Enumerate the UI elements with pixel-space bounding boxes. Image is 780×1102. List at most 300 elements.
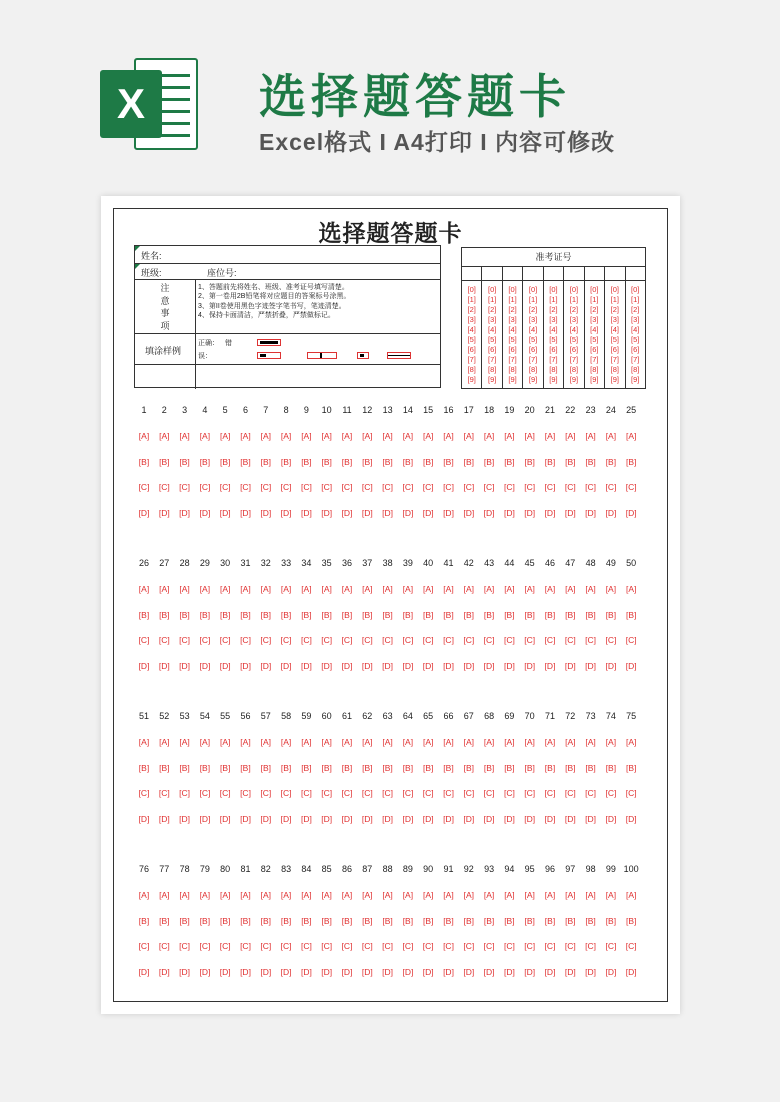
exam-id-digit-bubble[interactable]: [5] — [508, 335, 517, 344]
answer-option-bubble[interactable]: [A] — [463, 584, 474, 594]
answer-option-bubble[interactable]: [A] — [524, 737, 535, 747]
answer-option-bubble[interactable]: [D] — [260, 507, 272, 518]
answer-option-bubble[interactable]: [A] — [280, 431, 292, 441]
answer-option-bubble[interactable]: [D] — [463, 966, 475, 977]
answer-option-bubble[interactable]: [C] — [260, 635, 272, 645]
exam-id-digit-bubble[interactable]: [7] — [549, 355, 558, 364]
answer-option-bubble[interactable]: [B] — [463, 762, 474, 773]
answer-option-bubble[interactable]: [B] — [483, 762, 495, 773]
answer-option-bubble[interactable]: [D] — [585, 966, 597, 977]
answer-option-bubble[interactable]: [A] — [463, 431, 474, 441]
answer-option-bubble[interactable]: [C] — [179, 788, 191, 798]
answer-option-bubble[interactable]: [D] — [219, 966, 231, 977]
answer-option-bubble[interactable]: [D] — [564, 966, 576, 977]
answer-option-bubble[interactable]: [A] — [240, 890, 251, 900]
exam-id-digit-bubble[interactable]: [8] — [508, 365, 517, 374]
answer-option-bubble[interactable]: [B] — [219, 456, 231, 467]
exam-id-digit-input[interactable] — [503, 267, 522, 281]
answer-option-bubble[interactable]: [D] — [402, 966, 414, 977]
answer-option-bubble[interactable]: [A] — [199, 431, 211, 441]
answer-option-bubble[interactable]: [D] — [361, 813, 373, 824]
answer-option-bubble[interactable]: [C] — [260, 941, 272, 951]
answer-option-bubble[interactable]: [A] — [219, 890, 231, 900]
exam-id-digit-bubble[interactable]: [1] — [569, 295, 579, 304]
answer-option-bubble[interactable]: [C] — [138, 482, 150, 492]
answer-option-bubble[interactable]: [A] — [260, 890, 271, 900]
answer-option-bubble[interactable]: [D] — [179, 660, 191, 671]
answer-option-bubble[interactable]: [B] — [321, 915, 332, 926]
exam-id-digit-bubble[interactable]: [6] — [467, 345, 476, 354]
answer-option-bubble[interactable]: [C] — [300, 941, 312, 951]
answer-option-bubble[interactable]: [B] — [443, 609, 454, 620]
answer-option-bubble[interactable]: [A] — [138, 737, 150, 747]
answer-option-bubble[interactable]: [C] — [503, 788, 515, 798]
answer-option-bubble[interactable]: [B] — [301, 609, 312, 620]
answer-option-bubble[interactable]: [B] — [565, 609, 576, 620]
answer-option-bubble[interactable]: [C] — [341, 482, 353, 492]
exam-id-digit-bubble[interactable]: [7] — [569, 355, 579, 364]
name-row[interactable] — [135, 246, 440, 264]
exam-id-digit-bubble[interactable]: [2] — [508, 305, 517, 314]
exam-id-digit-bubble[interactable]: [6] — [631, 345, 640, 354]
answer-option-bubble[interactable]: [B] — [544, 456, 556, 467]
answer-option-bubble[interactable]: [D] — [158, 813, 170, 824]
exam-id-digit-bubble[interactable]: [0] — [549, 285, 558, 294]
answer-option-bubble[interactable]: [D] — [585, 813, 597, 824]
answer-option-bubble[interactable]: [B] — [422, 762, 434, 773]
answer-option-bubble[interactable]: [A] — [524, 431, 535, 441]
exam-id-digit-bubble[interactable]: [3] — [508, 315, 517, 324]
answer-option-bubble[interactable]: [D] — [138, 507, 150, 518]
answer-option-bubble[interactable]: [D] — [544, 660, 556, 671]
answer-option-bubble[interactable]: [D] — [158, 660, 170, 671]
answer-option-bubble[interactable]: [D] — [422, 813, 434, 824]
answer-option-bubble[interactable]: [C] — [503, 635, 515, 645]
answer-option-bubble[interactable]: [B] — [159, 915, 170, 926]
answer-option-bubble[interactable]: [B] — [422, 915, 434, 926]
answer-option-bubble[interactable]: [B] — [585, 762, 596, 773]
exam-id-digit-bubble[interactable]: [6] — [528, 345, 538, 354]
answer-option-bubble[interactable]: [B] — [382, 456, 393, 467]
answer-option-bubble[interactable]: [C] — [463, 482, 475, 492]
answer-option-bubble[interactable]: [B] — [138, 456, 150, 467]
answer-option-bubble[interactable]: [B] — [240, 456, 251, 467]
answer-option-bubble[interactable]: [C] — [483, 788, 495, 798]
answer-option-bubble[interactable]: [B] — [463, 456, 474, 467]
answer-option-bubble[interactable]: [B] — [138, 762, 150, 773]
answer-option-bubble[interactable]: [D] — [625, 660, 637, 671]
answer-option-bubble[interactable]: [C] — [625, 635, 637, 645]
exam-id-digit-bubble[interactable]: [4] — [508, 325, 517, 334]
answer-option-bubble[interactable]: [A] — [463, 737, 474, 747]
answer-option-bubble[interactable]: [C] — [260, 788, 272, 798]
answer-option-bubble[interactable]: [B] — [544, 609, 556, 620]
answer-option-bubble[interactable]: [C] — [280, 482, 292, 492]
answer-option-bubble[interactable]: [D] — [219, 507, 231, 518]
answer-option-bubble[interactable]: [B] — [159, 609, 170, 620]
answer-option-bubble[interactable]: [B] — [463, 609, 474, 620]
answer-option-bubble[interactable]: [A] — [402, 890, 414, 900]
exam-id-digit-bubble[interactable]: [2] — [528, 305, 538, 314]
answer-option-bubble[interactable]: [B] — [138, 609, 150, 620]
exam-id-digit-input[interactable] — [626, 267, 645, 281]
answer-option-bubble[interactable]: [C] — [524, 941, 536, 951]
answer-option-bubble[interactable]: [D] — [605, 507, 617, 518]
answer-option-bubble[interactable]: [A] — [321, 737, 332, 747]
exam-id-digit-bubble[interactable]: [7] — [528, 355, 538, 364]
answer-option-bubble[interactable]: [D] — [138, 813, 150, 824]
answer-option-bubble[interactable]: [C] — [158, 788, 170, 798]
answer-option-bubble[interactable]: [B] — [565, 762, 576, 773]
answer-option-bubble[interactable]: [B] — [625, 762, 637, 773]
answer-option-bubble[interactable]: [B] — [179, 609, 190, 620]
answer-option-bubble[interactable]: [C] — [138, 788, 150, 798]
answer-option-bubble[interactable]: [D] — [483, 660, 495, 671]
exam-id-digit-bubble[interactable]: [6] — [569, 345, 579, 354]
answer-option-bubble[interactable]: [C] — [240, 941, 251, 951]
answer-option-bubble[interactable]: [D] — [199, 660, 211, 671]
answer-option-bubble[interactable]: [D] — [321, 660, 333, 671]
answer-option-bubble[interactable]: [A] — [605, 431, 617, 441]
answer-option-bubble[interactable]: [A] — [138, 431, 150, 441]
exam-id-digit-bubble[interactable]: [8] — [631, 365, 640, 374]
exam-id-digit-bubble[interactable]: [4] — [487, 325, 497, 334]
answer-option-bubble[interactable]: [A] — [301, 431, 312, 441]
answer-option-bubble[interactable]: [A] — [565, 890, 576, 900]
answer-option-bubble[interactable]: [A] — [341, 737, 353, 747]
answer-option-bubble[interactable]: [B] — [422, 609, 434, 620]
exam-id-digit-bubble[interactable]: [5] — [631, 335, 640, 344]
answer-option-bubble[interactable]: [D] — [483, 507, 495, 518]
answer-option-bubble[interactable]: [D] — [402, 507, 414, 518]
answer-option-bubble[interactable]: [A] — [260, 584, 271, 594]
exam-id-digit-input[interactable] — [585, 267, 604, 281]
answer-option-bubble[interactable]: [C] — [544, 482, 556, 492]
answer-option-bubble[interactable]: [B] — [565, 456, 576, 467]
answer-option-bubble[interactable]: [C] — [300, 635, 312, 645]
answer-option-bubble[interactable]: [D] — [605, 660, 617, 671]
exam-id-digit-bubble[interactable]: [2] — [569, 305, 579, 314]
answer-option-bubble[interactable]: [C] — [219, 788, 231, 798]
answer-option-bubble[interactable]: [C] — [564, 788, 576, 798]
answer-option-bubble[interactable]: [C] — [321, 482, 333, 492]
answer-option-bubble[interactable]: [C] — [260, 482, 272, 492]
answer-option-bubble[interactable]: [A] — [159, 737, 170, 747]
answer-option-bubble[interactable]: [C] — [483, 941, 495, 951]
answer-option-bubble[interactable]: [A] — [240, 737, 251, 747]
answer-option-bubble[interactable]: [C] — [625, 482, 637, 492]
exam-id-digit-bubble[interactable]: [6] — [487, 345, 497, 354]
answer-option-bubble[interactable]: [C] — [422, 941, 434, 951]
answer-option-bubble[interactable]: [D] — [341, 966, 353, 977]
answer-option-bubble[interactable]: [A] — [362, 890, 373, 900]
answer-option-bubble[interactable]: [D] — [625, 507, 637, 518]
answer-option-bubble[interactable]: [D] — [341, 507, 353, 518]
exam-id-digit-bubble[interactable]: [4] — [528, 325, 538, 334]
exam-id-digit-input[interactable] — [544, 267, 563, 281]
answer-option-bubble[interactable]: [C] — [605, 635, 617, 645]
answer-option-bubble[interactable]: [A] — [382, 431, 393, 441]
answer-option-bubble[interactable]: [C] — [199, 941, 211, 951]
answer-option-bubble[interactable]: [A] — [159, 431, 170, 441]
answer-option-bubble[interactable]: [B] — [625, 456, 637, 467]
answer-option-bubble[interactable]: [A] — [280, 737, 292, 747]
answer-option-bubble[interactable]: [A] — [321, 431, 332, 441]
answer-option-bubble[interactable]: [A] — [443, 737, 454, 747]
answer-option-bubble[interactable]: [B] — [179, 915, 190, 926]
answer-option-bubble[interactable]: [C] — [199, 635, 211, 645]
answer-option-bubble[interactable]: [A] — [362, 737, 373, 747]
answer-option-bubble[interactable]: [D] — [260, 660, 272, 671]
answer-option-bubble[interactable]: [A] — [443, 431, 454, 441]
answer-option-bubble[interactable]: [B] — [199, 762, 211, 773]
answer-option-bubble[interactable]: [D] — [158, 966, 170, 977]
answer-option-bubble[interactable]: [A] — [362, 584, 373, 594]
answer-option-bubble[interactable]: [A] — [199, 584, 211, 594]
answer-option-bubble[interactable]: [B] — [280, 609, 292, 620]
answer-option-bubble[interactable]: [D] — [300, 966, 312, 977]
answer-option-bubble[interactable]: [C] — [503, 482, 515, 492]
answer-option-bubble[interactable]: [A] — [605, 584, 617, 594]
answer-option-bubble[interactable]: [B] — [179, 762, 190, 773]
answer-option-bubble[interactable]: [A] — [605, 890, 617, 900]
exam-id-digit-bubble[interactable]: [1] — [610, 295, 619, 304]
exam-id-digit-bubble[interactable]: [2] — [631, 305, 640, 314]
exam-id-digit-bubble[interactable]: [0] — [590, 285, 599, 294]
answer-option-bubble[interactable]: [B] — [544, 915, 556, 926]
answer-option-bubble[interactable]: [D] — [443, 966, 454, 977]
answer-option-bubble[interactable]: [D] — [341, 813, 353, 824]
answer-option-bubble[interactable]: [B] — [341, 456, 353, 467]
answer-option-bubble[interactable]: [A] — [240, 431, 251, 441]
exam-id-digit-bubble[interactable]: [1] — [528, 295, 538, 304]
answer-option-bubble[interactable]: [B] — [402, 609, 414, 620]
answer-option-bubble[interactable]: [C] — [422, 635, 434, 645]
answer-option-bubble[interactable]: [B] — [321, 762, 332, 773]
exam-id-digit-bubble[interactable]: [8] — [549, 365, 558, 374]
exam-id-digit-bubble[interactable]: [5] — [610, 335, 619, 344]
answer-option-bubble[interactable]: [C] — [240, 788, 251, 798]
answer-option-bubble[interactable]: [D] — [138, 660, 150, 671]
answer-option-bubble[interactable]: [C] — [138, 941, 150, 951]
answer-option-bubble[interactable]: [B] — [159, 456, 170, 467]
answer-option-bubble[interactable]: [D] — [443, 507, 454, 518]
answer-option-bubble[interactable]: [B] — [504, 915, 515, 926]
answer-option-bubble[interactable]: [D] — [503, 966, 515, 977]
answer-option-bubble[interactable]: [A] — [280, 890, 292, 900]
answer-option-bubble[interactable]: [D] — [260, 813, 272, 824]
exam-id-digit-bubble[interactable]: [2] — [467, 305, 476, 314]
answer-option-bubble[interactable]: [C] — [240, 635, 251, 645]
answer-option-bubble[interactable]: [A] — [544, 584, 556, 594]
answer-option-bubble[interactable]: [B] — [382, 762, 393, 773]
answer-option-bubble[interactable]: [A] — [625, 431, 637, 441]
answer-option-bubble[interactable]: [A] — [301, 584, 312, 594]
answer-option-bubble[interactable]: [C] — [503, 941, 515, 951]
answer-option-bubble[interactable]: [A] — [260, 737, 271, 747]
answer-option-bubble[interactable]: [C] — [605, 788, 617, 798]
answer-option-bubble[interactable]: [D] — [605, 813, 617, 824]
answer-option-bubble[interactable]: [B] — [463, 915, 474, 926]
exam-id-digit-bubble[interactable]: [3] — [487, 315, 497, 324]
answer-option-bubble[interactable]: [A] — [341, 431, 353, 441]
answer-option-bubble[interactable]: [A] — [422, 890, 434, 900]
exam-id-digit-bubble[interactable]: [5] — [549, 335, 558, 344]
answer-option-bubble[interactable]: [B] — [301, 456, 312, 467]
exam-id-digit-bubble[interactable]: [9] — [508, 375, 517, 384]
exam-id-digit-bubble[interactable]: [0] — [528, 285, 538, 294]
answer-option-bubble[interactable]: [C] — [463, 635, 475, 645]
answer-option-bubble[interactable]: [A] — [625, 890, 637, 900]
answer-option-bubble[interactable]: [A] — [504, 584, 515, 594]
answer-option-bubble[interactable]: [D] — [463, 660, 475, 671]
answer-option-bubble[interactable]: [D] — [179, 813, 191, 824]
answer-option-bubble[interactable]: [C] — [585, 941, 597, 951]
answer-option-bubble[interactable]: [D] — [503, 507, 515, 518]
answer-option-bubble[interactable]: [B] — [280, 762, 292, 773]
answer-option-bubble[interactable]: [D] — [382, 966, 394, 977]
answer-option-bubble[interactable]: [D] — [300, 813, 312, 824]
answer-option-bubble[interactable]: [A] — [159, 584, 170, 594]
exam-id-digit-bubble[interactable]: [8] — [610, 365, 619, 374]
exam-id-digit-bubble[interactable]: [1] — [631, 295, 640, 304]
answer-option-bubble[interactable]: [A] — [382, 737, 393, 747]
answer-option-bubble[interactable]: [C] — [341, 941, 353, 951]
answer-option-bubble[interactable]: [B] — [260, 456, 271, 467]
answer-option-bubble[interactable]: [C] — [280, 788, 292, 798]
exam-id-digit-input[interactable] — [564, 267, 583, 281]
answer-option-bubble[interactable]: [D] — [422, 507, 434, 518]
answer-option-bubble[interactable]: [A] — [544, 737, 556, 747]
answer-option-bubble[interactable]: [D] — [382, 813, 394, 824]
exam-id-digit-bubble[interactable]: [0] — [631, 285, 640, 294]
exam-id-digit-bubble[interactable]: [8] — [569, 365, 579, 374]
exam-id-digit-bubble[interactable]: [7] — [590, 355, 599, 364]
exam-id-digit-bubble[interactable]: [3] — [528, 315, 538, 324]
exam-id-digit-bubble[interactable]: [5] — [528, 335, 538, 344]
answer-option-bubble[interactable]: [A] — [544, 431, 556, 441]
exam-id-digit-bubble[interactable]: [2] — [610, 305, 619, 314]
answer-option-bubble[interactable]: [B] — [301, 915, 312, 926]
answer-option-bubble[interactable]: [A] — [565, 584, 576, 594]
answer-option-bubble[interactable]: [A] — [524, 584, 535, 594]
answer-option-bubble[interactable]: [C] — [361, 941, 373, 951]
answer-option-bubble[interactable]: [D] — [280, 507, 292, 518]
answer-option-bubble[interactable]: [A] — [321, 584, 332, 594]
exam-id-digit-bubble[interactable]: [6] — [549, 345, 558, 354]
answer-option-bubble[interactable]: [D] — [199, 966, 211, 977]
exam-id-digit-bubble[interactable]: [1] — [487, 295, 497, 304]
answer-option-bubble[interactable]: [D] — [443, 660, 454, 671]
exam-id-digit-bubble[interactable]: [8] — [528, 365, 538, 374]
exam-id-digit-bubble[interactable]: [8] — [590, 365, 599, 374]
answer-option-bubble[interactable]: [A] — [585, 890, 596, 900]
answer-option-bubble[interactable]: [D] — [300, 507, 312, 518]
answer-option-bubble[interactable]: [B] — [483, 915, 495, 926]
exam-id-digit-bubble[interactable]: [9] — [549, 375, 558, 384]
exam-id-digit-bubble[interactable]: [0] — [467, 285, 476, 294]
answer-option-bubble[interactable]: [C] — [138, 635, 150, 645]
answer-option-bubble[interactable]: [C] — [483, 635, 495, 645]
answer-option-bubble[interactable]: [D] — [321, 966, 333, 977]
answer-option-bubble[interactable]: [C] — [463, 788, 475, 798]
answer-option-bubble[interactable]: [C] — [483, 482, 495, 492]
answer-option-bubble[interactable]: [A] — [199, 890, 211, 900]
exam-id-digit-bubble[interactable]: [4] — [467, 325, 476, 334]
answer-option-bubble[interactable]: [B] — [605, 609, 617, 620]
exam-id-digit-input[interactable] — [523, 267, 542, 281]
answer-option-bubble[interactable]: [D] — [240, 660, 251, 671]
answer-option-bubble[interactable]: [D] — [463, 813, 475, 824]
answer-option-bubble[interactable]: [C] — [382, 482, 394, 492]
answer-option-bubble[interactable]: [B] — [382, 609, 393, 620]
answer-option-bubble[interactable]: [B] — [280, 915, 292, 926]
answer-option-bubble[interactable]: [D] — [260, 966, 272, 977]
answer-option-bubble[interactable]: [B] — [402, 915, 414, 926]
answer-option-bubble[interactable]: [B] — [443, 456, 454, 467]
answer-option-bubble[interactable]: [A] — [219, 584, 231, 594]
answer-option-bubble[interactable]: [D] — [564, 813, 576, 824]
exam-id-digit-bubble[interactable]: [0] — [508, 285, 517, 294]
answer-option-bubble[interactable]: [C] — [625, 941, 637, 951]
exam-id-digit-bubble[interactable]: [7] — [508, 355, 517, 364]
answer-option-bubble[interactable]: [A] — [504, 890, 515, 900]
answer-option-bubble[interactable]: [C] — [219, 635, 231, 645]
answer-option-bubble[interactable]: [D] — [524, 813, 536, 824]
answer-option-bubble[interactable]: [B] — [362, 609, 373, 620]
answer-option-bubble[interactable]: [D] — [544, 813, 556, 824]
answer-option-bubble[interactable]: [D] — [321, 813, 333, 824]
answer-option-bubble[interactable]: [C] — [443, 941, 454, 951]
answer-option-bubble[interactable]: [C] — [361, 482, 373, 492]
answer-option-bubble[interactable]: [B] — [625, 915, 637, 926]
exam-id-digit-bubble[interactable]: [9] — [631, 375, 640, 384]
answer-option-bubble[interactable]: [C] — [219, 482, 231, 492]
answer-option-bubble[interactable]: [B] — [625, 609, 637, 620]
answer-option-bubble[interactable]: [D] — [361, 507, 373, 518]
answer-option-bubble[interactable]: [A] — [585, 584, 596, 594]
answer-option-bubble[interactable]: [C] — [564, 941, 576, 951]
answer-option-bubble[interactable]: [A] — [585, 431, 596, 441]
answer-option-bubble[interactable]: [B] — [544, 762, 556, 773]
answer-option-bubble[interactable]: [D] — [199, 507, 211, 518]
answer-option-bubble[interactable]: [C] — [544, 788, 556, 798]
exam-id-digit-bubble[interactable]: [1] — [508, 295, 517, 304]
answer-option-bubble[interactable]: [C] — [300, 482, 312, 492]
answer-option-bubble[interactable]: [C] — [402, 635, 414, 645]
answer-option-bubble[interactable]: [D] — [483, 966, 495, 977]
exam-id-digit-bubble[interactable]: [1] — [590, 295, 599, 304]
answer-option-bubble[interactable]: [B] — [260, 762, 271, 773]
answer-option-bubble[interactable]: [B] — [362, 915, 373, 926]
exam-id-digit-bubble[interactable]: [3] — [610, 315, 619, 324]
exam-id-digit-bubble[interactable]: [3] — [549, 315, 558, 324]
answer-option-bubble[interactable]: [B] — [402, 762, 414, 773]
answer-option-bubble[interactable]: [B] — [483, 609, 495, 620]
exam-id-digit-bubble[interactable]: [9] — [590, 375, 599, 384]
answer-option-bubble[interactable]: [A] — [483, 584, 495, 594]
answer-option-bubble[interactable]: [D] — [361, 966, 373, 977]
answer-option-bubble[interactable]: [C] — [219, 941, 231, 951]
exam-id-digit-bubble[interactable]: [4] — [549, 325, 558, 334]
answer-option-bubble[interactable]: [C] — [402, 788, 414, 798]
answer-option-bubble[interactable]: [B] — [524, 915, 535, 926]
answer-option-bubble[interactable]: [B] — [159, 762, 170, 773]
answer-option-bubble[interactable]: [C] — [443, 482, 454, 492]
answer-option-bubble[interactable]: [A] — [402, 737, 414, 747]
answer-option-bubble[interactable]: [A] — [422, 431, 434, 441]
answer-option-bubble[interactable]: [A] — [321, 890, 332, 900]
